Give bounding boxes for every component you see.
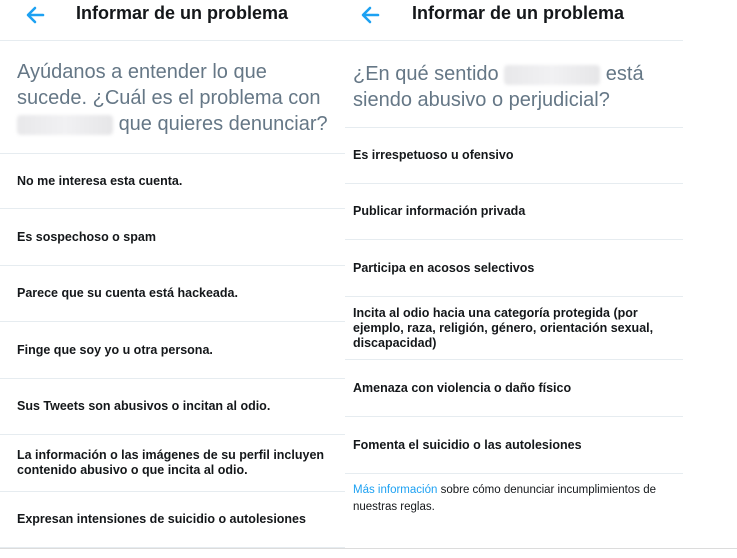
report-panel-right [345,0,683,558]
option-self-harm[interactable]: Expresan intensiones de suicidio o autolesiones [0,492,345,548]
back-arrow-icon[interactable] [24,4,46,26]
option-not-interested[interactable]: No me interesa esta cuenta. [0,154,345,209]
option-private-info[interactable]: Publicar información privada [345,184,683,240]
option-hacked[interactable]: Parece que su cuenta está hackeada. [0,266,345,322]
option-hateful-conduct[interactable]: Incita al odio hacia una categoría protegida (por ejemplo, raza, religión, género, orientación sexual, discapacidad) [345,297,683,360]
report-question [345,41,683,128]
page-title: Informar de un problema [76,3,289,23]
question-text-end: siendo abusivo o perjudicial? [353,89,610,111]
more-info-link[interactable]: Más información [353,484,438,496]
option-abusive-tweets[interactable]: Sus Tweets son abusivos o incitan al odio. [0,379,345,435]
option-impersonation[interactable]: Finge que soy yo u otra persona. [0,322,345,379]
question-text-mid: está [605,63,644,85]
report-options-list [345,128,683,474]
redacted-username [17,115,113,135]
bottom-divider [0,548,737,549]
option-disrespectful[interactable]: Es irrespetuoso u ofensivo [345,128,683,184]
header [0,0,345,41]
question-text: ¿En qué sentido [353,63,499,85]
option-abusive-profile[interactable]: La información o las imágenes de su perfil incluyen contenido abusivo o que incita al odio. [0,435,345,492]
report-panel-left [0,0,345,558]
option-suicide[interactable]: Fomenta el suicidio o las autolesiones [345,417,683,474]
back-arrow-icon[interactable] [359,4,381,26]
report-question [0,41,345,154]
report-options-list [0,154,345,548]
question-text-end: que quieres denunciar? [118,113,328,135]
footer-text: sobre cómo denunciar incumplimientos de nuestras reglas. [353,484,656,513]
redacted-username [504,65,600,85]
question-text: Ayúdanos a entender lo que sucede. ¿Cuál es el problema con [17,61,321,109]
page-title: Informar de un problema [412,3,625,23]
option-violent-threats[interactable]: Amenaza con violencia o daño físico [345,360,683,417]
header [345,0,683,41]
option-harassment[interactable]: Participa en acosos selectivos [345,240,683,297]
footer-note [345,474,683,516]
option-spam[interactable]: Es sospechoso o spam [0,209,345,266]
